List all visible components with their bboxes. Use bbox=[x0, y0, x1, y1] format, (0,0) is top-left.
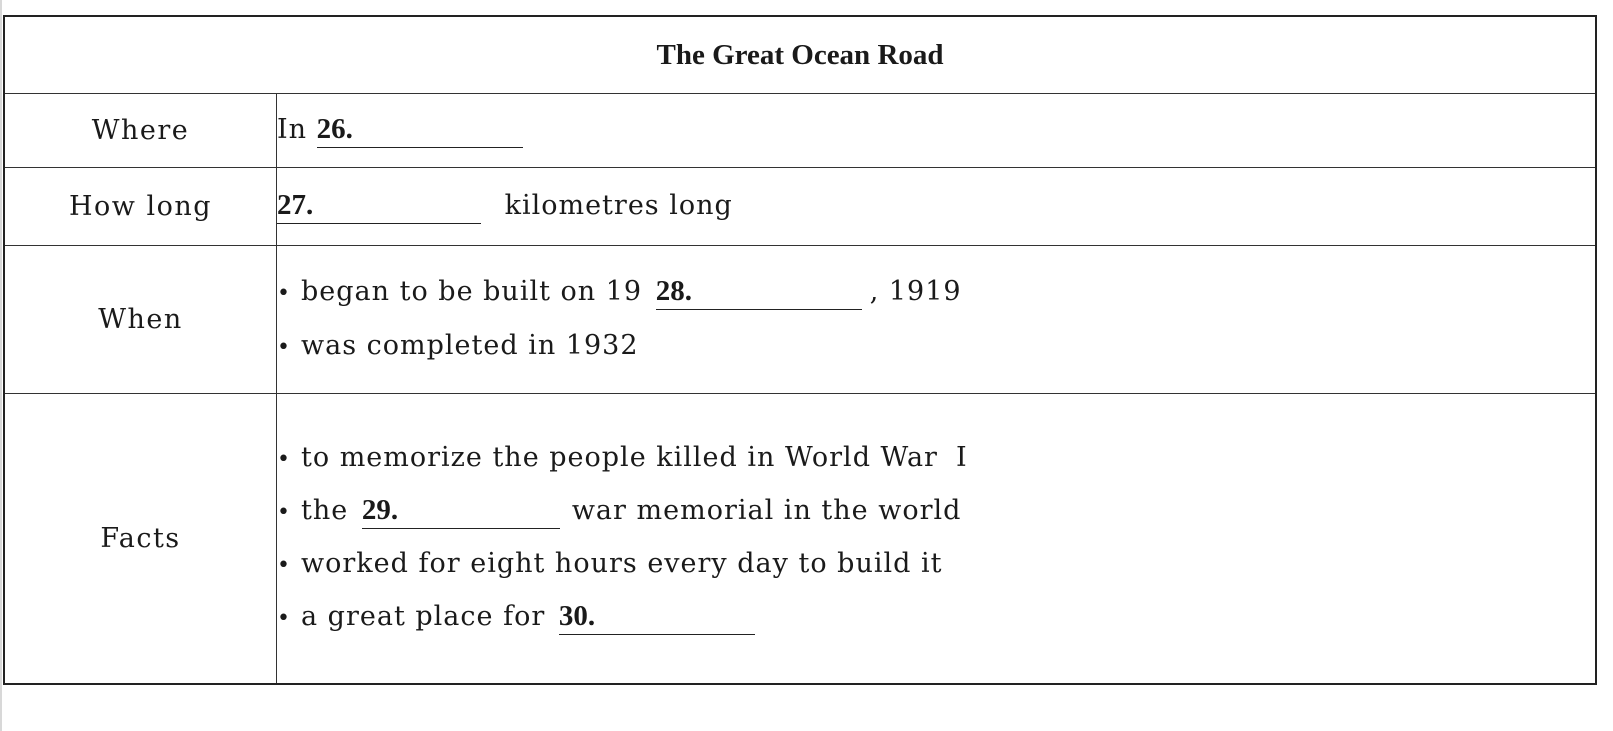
how-long-suffix: kilometres long bbox=[504, 190, 733, 221]
when-item bbox=[277, 274, 1595, 312]
when-item-text-after: , 1919 bbox=[869, 275, 962, 307]
row-label-how-long: How long bbox=[4, 168, 277, 246]
answer-blank-30[interactable]: 30. bbox=[559, 600, 755, 635]
row-content-how-long bbox=[277, 168, 1597, 246]
table-row-when bbox=[4, 246, 1596, 394]
row-label-where: Where bbox=[4, 94, 277, 168]
when-item-text: was completed in 1932 bbox=[301, 329, 639, 361]
roman-numeral: Ⅰ bbox=[955, 441, 968, 473]
facts-item bbox=[277, 440, 1595, 478]
row-label-facts: Facts bbox=[4, 394, 277, 684]
answer-blank-28[interactable]: 28. bbox=[656, 275, 862, 310]
facts-item-text: a great place for bbox=[301, 600, 546, 632]
row-content-facts bbox=[277, 394, 1597, 684]
answer-blank-29[interactable]: 29. bbox=[362, 494, 560, 529]
when-item bbox=[277, 328, 1595, 366]
table-row-how-long bbox=[4, 168, 1596, 246]
bullet-icon: • bbox=[277, 446, 291, 472]
bullet-icon: • bbox=[277, 334, 291, 360]
facts-item bbox=[277, 546, 1595, 584]
row-content-when bbox=[277, 246, 1597, 394]
page-margin-edge bbox=[0, 0, 2, 731]
facts-item-text-after: war memorial in the world bbox=[571, 494, 962, 526]
table-row-facts bbox=[4, 394, 1596, 684]
bullet-icon: • bbox=[277, 499, 291, 525]
facts-item-text: the bbox=[301, 494, 349, 526]
row-label-when: When bbox=[4, 246, 277, 394]
bullet-icon: • bbox=[277, 552, 291, 578]
bullet-icon: • bbox=[277, 280, 291, 306]
bullet-icon: • bbox=[277, 605, 291, 631]
answer-blank-26[interactable]: 26. bbox=[317, 113, 523, 148]
fill-in-table bbox=[3, 15, 1597, 685]
table-row-where bbox=[4, 94, 1596, 168]
facts-item-text: worked for eight hours every day to build it bbox=[301, 547, 943, 579]
row-content-where bbox=[277, 94, 1597, 168]
facts-item bbox=[277, 599, 1595, 637]
facts-item-text: to memorize the people killed in World War bbox=[301, 441, 938, 473]
table-header-row bbox=[4, 16, 1596, 94]
where-prefix: In bbox=[277, 114, 308, 145]
answer-blank-27[interactable]: 27. bbox=[277, 189, 481, 224]
when-item-text: began to be built on 19 bbox=[301, 275, 643, 307]
table-title: The Great Ocean Road bbox=[4, 16, 1596, 94]
facts-item bbox=[277, 493, 1595, 531]
